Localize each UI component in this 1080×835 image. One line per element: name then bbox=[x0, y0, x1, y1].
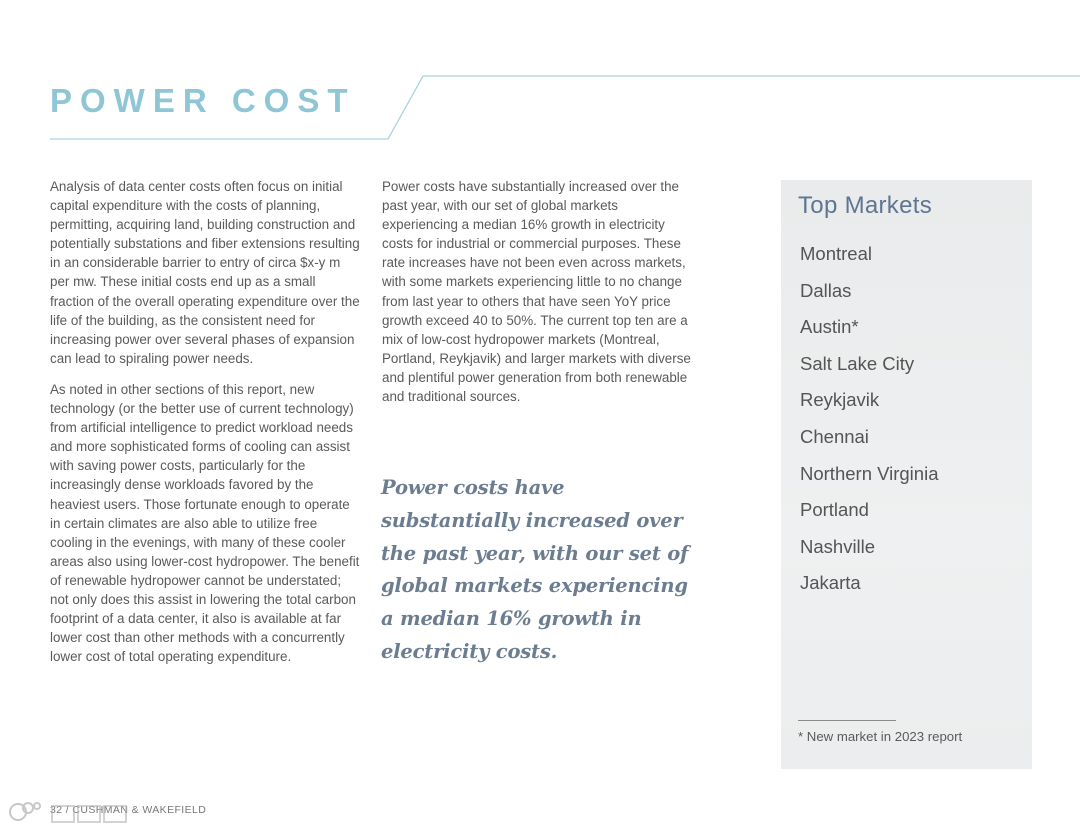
body-paragraph: Analysis of data center costs often focus on initial capital expenditure with the costs of planning, permitting, acquiring land, building construction and potentially substations and fiber extensions resulting in an considerable barrier to entry of circa $x-y m per mw. These initial costs end up as a small fraction of the overall operating expenditure over the life of the building, as the consistent need for increasing power over several phases of expansion can lead to spiraling power needs. bbox=[50, 179, 360, 366]
market-item: Salt Lake City bbox=[800, 352, 915, 374]
page-title: POWER COST bbox=[50, 82, 356, 119]
page-footer: 32 / CUSHMAN & WAKEFIELD bbox=[50, 804, 207, 816]
body-column-middle bbox=[382, 177, 697, 406]
body-paragraph: Power costs have substantially increased over the past year, with our set of global markets experiencing a median 16% growth in electricity costs for industrial or commercial purposes. These rate increases have not been even across markets, with some markets experiencing little to no change from last year to others that have seen YoY price growth exceed 40 to 50%. The current top ten are a mix of low-cost hydropower markets (Montreal, Portland, Reykjavik) and larger markets with diverse and plentiful power generation from both renewable and traditional sources. bbox=[382, 179, 691, 405]
body-paragraph: As noted in other sections of this report, new technology (or the better use of current technology) from artificial intelligence to predict workload needs and more sophisticated forms of cooling can assist with saving power costs, particularly for the increasingly dense workloads favored by the heaviest users. Those fortunate enough to operate in certain climates are also able to utilize free cooling in the evenings, with many of these cooler areas also using lower-cost hydropower. The benefit of renewable hydropower cannot be understated; not only does this assist in lowering the total carbon footprint of a data center, it also is available at far lower cost than other methods with a concurrently lower cost of total operating expenditure. bbox=[50, 381, 360, 665]
header-rule bbox=[0, 0, 1080, 160]
market-item: Reykjavik bbox=[800, 389, 880, 411]
top-markets-sidebar bbox=[781, 180, 1032, 769]
market-item: Nashville bbox=[800, 535, 876, 557]
footnote: * New market in 2023 report bbox=[798, 729, 963, 744]
watermark-logo-icon bbox=[6, 798, 146, 828]
market-list bbox=[800, 240, 938, 606]
body-column-left bbox=[50, 177, 362, 666]
market-item: Jakarta bbox=[800, 572, 861, 594]
pull-quote: Power costs have substantially increased over the past year, with our set of global markets experiencing a median 16% growth in electricity costs. bbox=[381, 476, 689, 663]
footnote-divider bbox=[798, 720, 896, 721]
market-item: Portland bbox=[800, 499, 869, 521]
sidebar-title: Top Markets bbox=[798, 192, 933, 219]
market-item: Northern Virginia bbox=[800, 462, 939, 484]
market-item: Dallas bbox=[800, 279, 852, 301]
market-item: Montreal bbox=[800, 243, 872, 264]
market-item: Austin* bbox=[800, 316, 859, 338]
market-item: Chennai bbox=[800, 425, 869, 447]
